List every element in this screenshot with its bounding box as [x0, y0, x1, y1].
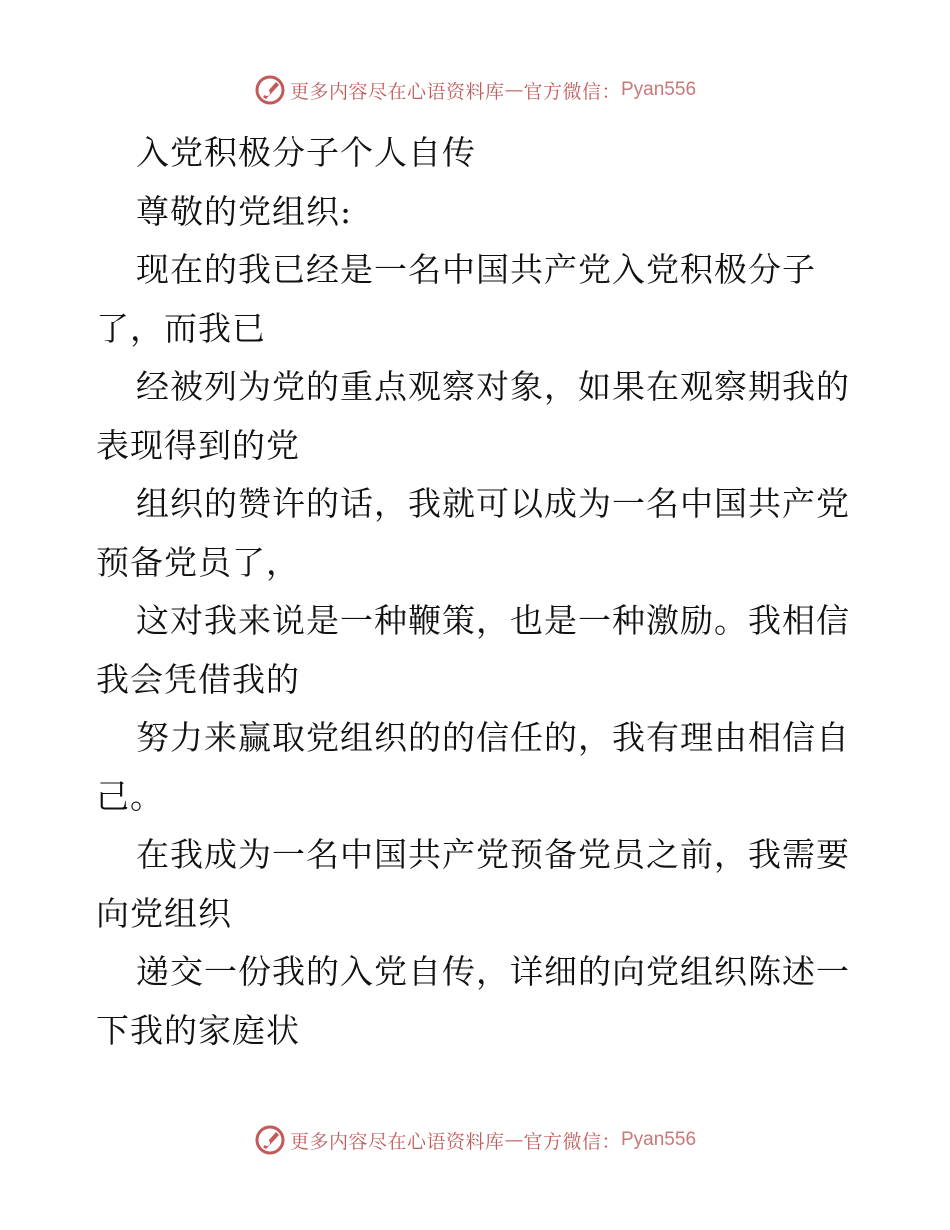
- document-body: [96, 124, 856, 1060]
- watermark-brand: 更多内容尽在心语资料库: [289, 1130, 505, 1153]
- watermark-separator: —: [504, 79, 524, 101]
- document-line: 向党组织: [96, 893, 232, 933]
- watermark-id: Pyan556: [621, 1129, 697, 1150]
- quill-seal-icon: [254, 74, 286, 106]
- document-line: 在我成为一名中国共产党预备党员之前，我需要: [136, 835, 850, 874]
- document-line: 表现得到的党: [96, 425, 300, 465]
- watermark-brand: 更多内容尽在心语资料库: [289, 80, 505, 103]
- document-line: 经被列为党的重点观察对象，如果在观察期我的: [136, 367, 850, 406]
- watermark-id: Pyan556: [621, 79, 697, 100]
- document-line: 努力来赢取党组织的的信任的，我有理由相信自: [136, 718, 850, 757]
- document-line: 了，而我已: [96, 308, 266, 348]
- document-line: 入党积极分子个人自传: [136, 133, 476, 172]
- document-line: 我会凭借我的: [96, 659, 300, 699]
- document-line: 己。: [96, 776, 164, 816]
- watermark-label: 官方微信：: [523, 1130, 621, 1153]
- document-line: 尊敬的党组织:: [136, 191, 353, 231]
- watermark-separator: —: [504, 1129, 524, 1151]
- quill-seal-icon: [254, 1124, 286, 1156]
- document-line: 预备党员了，: [96, 542, 300, 582]
- document-line: 下我的家庭状: [96, 1010, 300, 1050]
- document-line: 组织的赞许的话，我就可以成为一名中国共产党: [136, 484, 850, 523]
- document-line: 这对我来说是一种鞭策，也是一种激励。我相信: [136, 601, 850, 640]
- watermark-label: 官方微信：: [523, 80, 621, 103]
- header-watermark: [0, 70, 950, 110]
- footer-watermark: [0, 1120, 950, 1160]
- document-line: 递交一份我的入党自传，详细的向党组织陈述一: [136, 952, 850, 991]
- document-line: 现在的我已经是一名中国共产党入党积极分子: [136, 250, 816, 289]
